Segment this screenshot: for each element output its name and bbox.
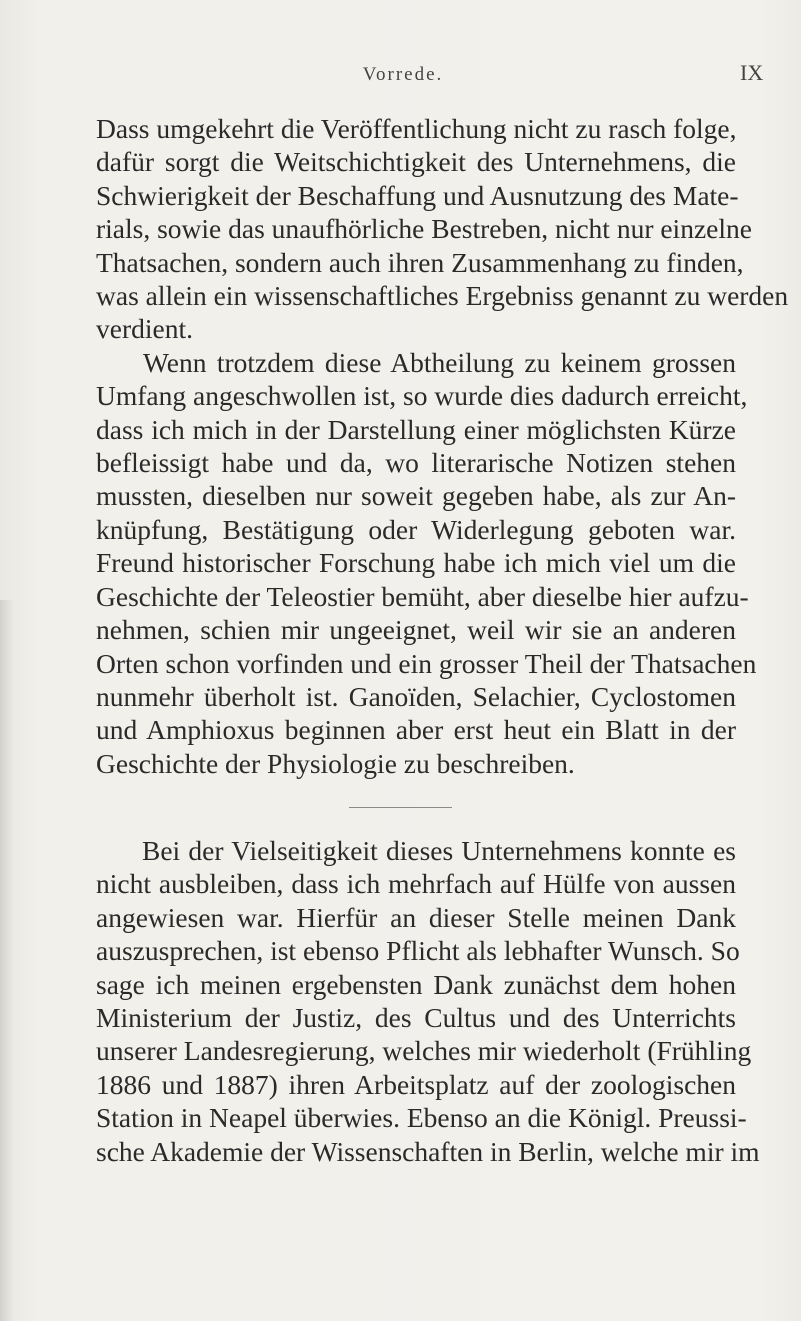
text-line: Geschichte der Physiologie zu beschreiben. (96, 747, 575, 779)
paragraphs-acknowledgements (96, 834, 760, 1168)
text-line: Ministerium der Justiz, des Cultus und des Unterrichts (96, 1002, 736, 1034)
text-line: knüpfung, Bestätigung oder Widerlegung geboten war. (96, 513, 736, 545)
text-line: mussten, dieselben nur soweit gegeben habe, als zur An- (96, 480, 736, 512)
text-line: Geschichte der Teleostier bemüht, aber dieselbe hier aufzu- (96, 580, 749, 612)
text-line: Wenn trotzdem diese Abtheilung zu keinem grossen (143, 346, 736, 378)
text-line: auszusprechen, ist ebenso Pflicht als lebhafter Wunsch. So (96, 935, 740, 967)
text-line: befleissigt habe und da, wo literarische Notizen stehen (96, 447, 736, 479)
text-line: Bei der Vielseitigkeit dieses Unternehmens konnte es (142, 835, 736, 866)
text-line: Freund historischer Forschung habe ich mich viel um die (96, 547, 736, 579)
text-line: Schwierigkeit der Beschaffung und Ausnutzung des Mate- (96, 179, 739, 211)
text-line: 1886 und 1887) ihren Arbeitsplatz auf der zoologischen (96, 1068, 736, 1100)
text-line: und Amphioxus beginnen aber erst heut ein Blatt in der (96, 714, 736, 746)
running-head (0, 60, 801, 90)
text-line: Umfang angeschwollen ist, so wurde dies dadurch erreicht, (96, 380, 748, 412)
text-line: dafür sorgt die Weitschichtigkeit des Unternehmens, die (96, 146, 736, 178)
running-title: Vorrede. (362, 64, 444, 85)
text-line: nicht ausbleiben, dass ich mehrfach auf Hülfe von aussen (96, 868, 736, 900)
text-line: nehmen, schien mir ungeeignet, weil wir sie an anderen (96, 614, 736, 646)
text-line: nunmehr überholt ist. Ganoïden, Selachier, Cyclostomen (96, 680, 736, 712)
text-line: was allein ein wissenschaftliches Ergebniss genannt zu werden (96, 280, 789, 312)
text-line: angewiesen war. Hierfür an dieser Stelle meinen Dank (96, 901, 736, 933)
binding-shadow (0, 600, 14, 1321)
text-line: unserer Landesregierung, welches mir wiederholt (Frühling (96, 1035, 752, 1067)
text-line: dass ich mich in der Darstellung einer möglichsten Kürze (96, 413, 736, 445)
text-line: Thatsachen, sondern auch ihren Zusammenhang zu finden, (96, 246, 744, 278)
text-line: Dass umgekehrt die Veröffentlichung nicht zu rasch folge, (96, 113, 737, 144)
text-line: verdient. (96, 313, 193, 345)
text-line: Station in Neapel überwies. Ebenso an die Königl. Preussi- (96, 1102, 747, 1134)
text-line: rials, sowie das unaufhörliche Bestreben, nicht nur einzelne (96, 213, 752, 245)
paragraphs-preface (96, 112, 789, 780)
text-line: sage ich meinen ergebensten Dank zunächst dem hohen (96, 968, 736, 1000)
text-line: sche Akademie der Wissenschaften in Berlin, welche mir im (96, 1135, 760, 1167)
text-line: Orten schon vorfinden und ein grosser Theil der Thatsachen (96, 647, 757, 679)
section-separator-rule (349, 807, 452, 808)
page-number: IX (740, 60, 764, 85)
